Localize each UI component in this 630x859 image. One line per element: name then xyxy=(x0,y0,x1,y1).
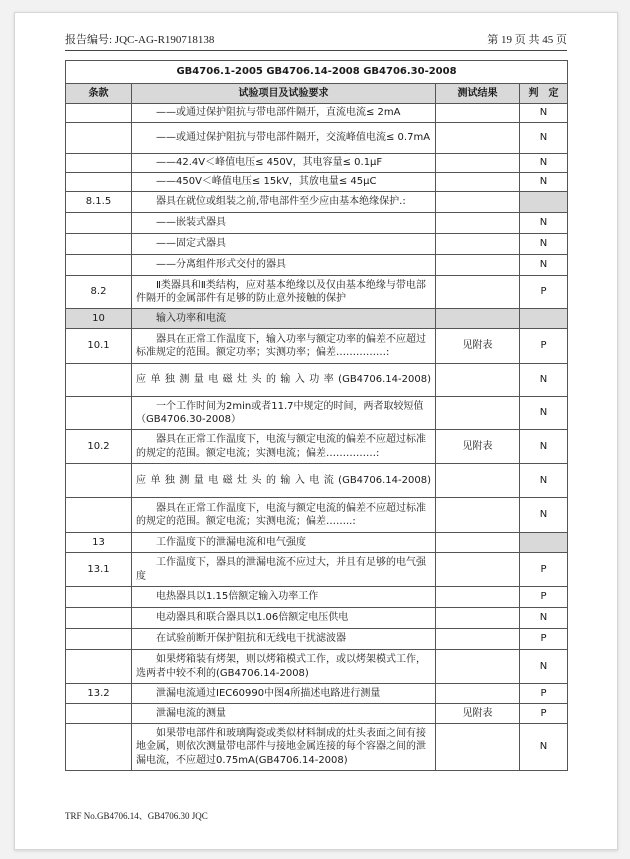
requirement-cell: ——或通过保护阻抗与带电部件隔开，直流电流≤ 2mA xyxy=(132,104,436,123)
requirement-cell: Ⅱ类器具和Ⅱ类结构，应对基本绝缘以及仅由基本绝缘与带电部件隔开的金属部件有足够的防止意外接触的保护 xyxy=(132,276,436,309)
clause-cell: 10 xyxy=(66,309,132,329)
result-cell xyxy=(436,173,520,192)
requirement-cell: 电热器具以1.15倍额定输入功率工作 xyxy=(132,587,436,608)
requirement-cell: 工作温度下的泄漏电流和电气强度 xyxy=(132,533,436,553)
clause-cell xyxy=(66,255,132,276)
table-row xyxy=(66,154,568,173)
result-cell xyxy=(436,276,520,309)
col-verdict: 判 定 xyxy=(520,84,568,104)
result-cell xyxy=(436,684,520,704)
clause-cell xyxy=(66,154,132,173)
verdict-cell: N xyxy=(520,430,568,464)
verdict-cell: N xyxy=(520,173,568,192)
clause-cell xyxy=(66,173,132,192)
clause-cell xyxy=(66,498,132,533)
footer-trf: TRF No.GB4706.14、GB4706.30 JQC xyxy=(65,811,208,821)
verdict-cell: N xyxy=(520,608,568,629)
standard-title: GB4706.1-2005 GB4706.14-2008 GB4706.30-2008 xyxy=(66,61,568,84)
clause-cell xyxy=(66,123,132,154)
result-cell xyxy=(436,309,520,329)
result-cell xyxy=(436,364,520,397)
table-row xyxy=(66,608,568,629)
requirement-cell: ——42.4V＜峰值电压≤ 450V，其电容量≤ 0.1μF xyxy=(132,154,436,173)
table-row xyxy=(66,397,568,430)
result-cell xyxy=(436,724,520,771)
clause-cell xyxy=(66,364,132,397)
verdict-cell: N xyxy=(520,397,568,430)
clause-cell xyxy=(66,397,132,430)
clause-cell xyxy=(66,704,132,724)
result-cell xyxy=(436,629,520,650)
table-row xyxy=(66,430,568,464)
test-results-table xyxy=(65,60,568,771)
table-row xyxy=(66,173,568,192)
result-cell xyxy=(436,533,520,553)
result-cell: 见附表 xyxy=(436,329,520,364)
verdict-cell: P xyxy=(520,704,568,724)
verdict-cell xyxy=(520,192,568,213)
requirement-cell: 如果带电部件和玻璃陶瓷或类似材料制成的灶头表面之间有接地金属，则依次测量带电部件与接地金属连接的每个容器之间的泄漏电流，不应超过0.75mA(GB4706.14-2008) xyxy=(132,724,436,771)
clause-cell xyxy=(66,213,132,234)
table-row xyxy=(66,276,568,309)
result-cell xyxy=(436,608,520,629)
table-row xyxy=(66,123,568,154)
table-row xyxy=(66,724,568,771)
result-cell xyxy=(436,553,520,587)
verdict-cell: N xyxy=(520,650,568,684)
table-row xyxy=(66,104,568,123)
verdict-cell xyxy=(520,533,568,553)
table-row xyxy=(66,684,568,704)
verdict-cell: N xyxy=(520,255,568,276)
verdict-cell: P xyxy=(520,629,568,650)
clause-cell xyxy=(66,629,132,650)
header-rule xyxy=(65,50,567,51)
table-row xyxy=(66,255,568,276)
result-cell xyxy=(436,255,520,276)
table-row xyxy=(66,498,568,533)
clause-cell xyxy=(66,650,132,684)
table-row xyxy=(66,464,568,498)
clause-cell xyxy=(66,234,132,255)
report-page xyxy=(14,12,618,850)
result-cell: 见附表 xyxy=(436,704,520,724)
clause-cell xyxy=(66,724,132,771)
requirement-cell: 器具在正常工作温度下，电流与额定电流的偏差不应超过标准的规定的范围。额定电流；实测电流；偏差……..: xyxy=(132,498,436,533)
requirement-cell: 泄漏电流通过IEC60990中图4所描述电路进行测量 xyxy=(132,684,436,704)
table-row xyxy=(66,587,568,608)
table-row xyxy=(66,329,568,364)
requirement-cell: 如果烤箱装有烤架，则以烤箱模式工作，或以烤架模式工作，选两者中较不利的(GB4706.14-2008) xyxy=(132,650,436,684)
col-clause: 条款 xyxy=(66,84,132,104)
requirement-cell: ——固定式器具 xyxy=(132,234,436,255)
result-cell: 见附表 xyxy=(436,430,520,464)
requirement-cell: 器具在正常工作温度下，输入功率与额定功率的偏差不应超过标准规定的范围。额定功率；实测功率；偏差……………: xyxy=(132,329,436,364)
requirement-cell: ——450V＜峰值电压≤ 15kV，其放电量≤ 45μC xyxy=(132,173,436,192)
col-result: 测试结果 xyxy=(436,84,520,104)
requirement-cell: ——分离组件形式交付的器具 xyxy=(132,255,436,276)
requirement-cell: 在试验前断开保护阻抗和无线电干扰滤波器 xyxy=(132,629,436,650)
verdict-cell: N xyxy=(520,123,568,154)
verdict-cell: N xyxy=(520,213,568,234)
table-row xyxy=(66,650,568,684)
table-row xyxy=(66,704,568,724)
result-cell xyxy=(436,397,520,430)
clause-cell: 8.2 xyxy=(66,276,132,309)
col-requirement: 试验项目及试验要求 xyxy=(132,84,436,104)
table-row xyxy=(66,213,568,234)
requirement-cell: 器具在正常工作温度下，电流与额定电流的偏差不应超过标准的规定的范围。额定电流；实测电流；偏差……………: xyxy=(132,430,436,464)
requirement-cell: 应单独测量电磁灶头的输入电流(GB4706.14-2008) xyxy=(132,464,436,498)
verdict-cell: P xyxy=(520,329,568,364)
result-cell xyxy=(436,154,520,173)
result-cell xyxy=(436,587,520,608)
verdict-cell: N xyxy=(520,104,568,123)
verdict-cell: N xyxy=(520,464,568,498)
requirement-cell: ——或通过保护阻抗与带电部件隔开，交流峰值电流≤ 0.7mA xyxy=(132,123,436,154)
table-row xyxy=(66,364,568,397)
result-cell xyxy=(436,192,520,213)
result-cell xyxy=(436,123,520,154)
result-cell xyxy=(436,104,520,123)
clause-cell: 13.2 xyxy=(66,684,132,704)
table-row xyxy=(66,629,568,650)
result-cell xyxy=(436,213,520,234)
clause-cell xyxy=(66,608,132,629)
result-cell xyxy=(436,650,520,684)
clause-cell xyxy=(66,104,132,123)
table-row xyxy=(66,192,568,213)
clause-cell: 10.2 xyxy=(66,430,132,464)
table-row xyxy=(66,533,568,553)
verdict-cell: N xyxy=(520,498,568,533)
verdict-cell: N xyxy=(520,154,568,173)
verdict-cell: N xyxy=(520,234,568,255)
table-body xyxy=(66,104,568,771)
requirement-cell: 泄漏电流的测量 xyxy=(132,704,436,724)
column-header-row xyxy=(66,84,568,104)
requirement-cell: ——嵌装式器具 xyxy=(132,213,436,234)
result-cell xyxy=(436,234,520,255)
verdict-cell: P xyxy=(520,276,568,309)
clause-cell: 13.1 xyxy=(66,553,132,587)
page-indicator: 第 19 页 共 45 页 xyxy=(487,34,567,46)
result-cell xyxy=(436,464,520,498)
clause-cell xyxy=(66,464,132,498)
requirement-cell: 应单独测量电磁灶头的输入功率(GB4706.14-2008) xyxy=(132,364,436,397)
clause-cell xyxy=(66,587,132,608)
verdict-cell: N xyxy=(520,724,568,771)
requirement-cell: 一个工作时间为2min或者11.7中规定的时间，两者取较短值（GB4706.30-2008） xyxy=(132,397,436,430)
result-cell xyxy=(436,498,520,533)
table-row xyxy=(66,309,568,329)
requirement-cell: 工作温度下，器具的泄漏电流不应过大，并且有足够的电气强度 xyxy=(132,553,436,587)
clause-cell: 10.1 xyxy=(66,329,132,364)
table-row xyxy=(66,234,568,255)
verdict-cell: P xyxy=(520,587,568,608)
report-number: 报告编号: JQC-AG-R190718138 xyxy=(65,34,215,46)
requirement-cell: 输入功率和电流 xyxy=(132,309,436,329)
table-row xyxy=(66,553,568,587)
verdict-cell xyxy=(520,309,568,329)
verdict-cell: N xyxy=(520,364,568,397)
requirement-cell: 器具在就位或组装之前,带电部件至少应由基本绝缘保护.: xyxy=(132,192,436,213)
requirement-cell: 电动器具和联合器具以1.06倍额定电压供电 xyxy=(132,608,436,629)
verdict-cell: P xyxy=(520,684,568,704)
clause-cell: 8.1.5 xyxy=(66,192,132,213)
verdict-cell: P xyxy=(520,553,568,587)
clause-cell: 13 xyxy=(66,533,132,553)
